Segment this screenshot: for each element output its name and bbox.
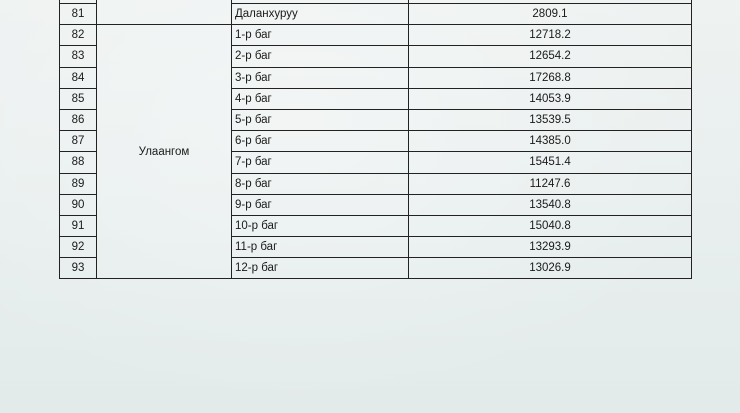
cell-number: 92: [60, 237, 97, 258]
cell-name: 1-р баг: [232, 25, 409, 46]
cell-value: 13026.9: [409, 258, 692, 279]
cell-value: 14385.0: [409, 131, 692, 152]
cell-number: 90: [60, 194, 97, 215]
cell-value: 14053.9: [409, 88, 692, 109]
cell-value: 13539.5: [409, 109, 692, 130]
cell-value: 12654.2: [409, 46, 692, 67]
cell-number: 89: [60, 173, 97, 194]
cell-name: 3-р баг: [232, 67, 409, 88]
cell-value: 13540.8: [409, 194, 692, 215]
cell-name: 9-р баг: [232, 194, 409, 215]
cell-value: 2809.1: [409, 4, 692, 25]
cell-number: 88: [60, 152, 97, 173]
cell-name: 12-р баг: [232, 258, 409, 279]
cell-number: 86: [60, 109, 97, 130]
cell-number: 83: [60, 46, 97, 67]
cell-number: 81: [60, 4, 97, 25]
data-table: [59, 0, 692, 279]
cell-value: 15040.8: [409, 215, 692, 236]
cell-number: 84: [60, 67, 97, 88]
table-row: [60, 25, 692, 46]
cell-value: 17268.8: [409, 67, 692, 88]
table-body: [60, 0, 692, 279]
cell-value: 12718.2: [409, 25, 692, 46]
cell-name: 2-р баг: [232, 46, 409, 67]
cell-number: 91: [60, 215, 97, 236]
cell-number: 82: [60, 25, 97, 46]
cell-name: 10-р баг: [232, 215, 409, 236]
cell-name: 6-р баг: [232, 131, 409, 152]
cell-name: 5-р баг: [232, 109, 409, 130]
cell-name: Даланхуруу: [232, 4, 409, 25]
cell-number: 93: [60, 258, 97, 279]
cell-name: 4-р баг: [232, 88, 409, 109]
cell-number: 87: [60, 131, 97, 152]
cell-name: 8-р баг: [232, 173, 409, 194]
cell-value: 15451.4: [409, 152, 692, 173]
cell-number: 85: [60, 88, 97, 109]
cell-name: 11-р баг: [232, 237, 409, 258]
cell-district: Улаангом: [97, 25, 232, 279]
cell-value: 13293.9: [409, 237, 692, 258]
cell-value: 11247.6: [409, 173, 692, 194]
cell-district-prev: [97, 0, 232, 25]
cell-name: 7-р баг: [232, 152, 409, 173]
